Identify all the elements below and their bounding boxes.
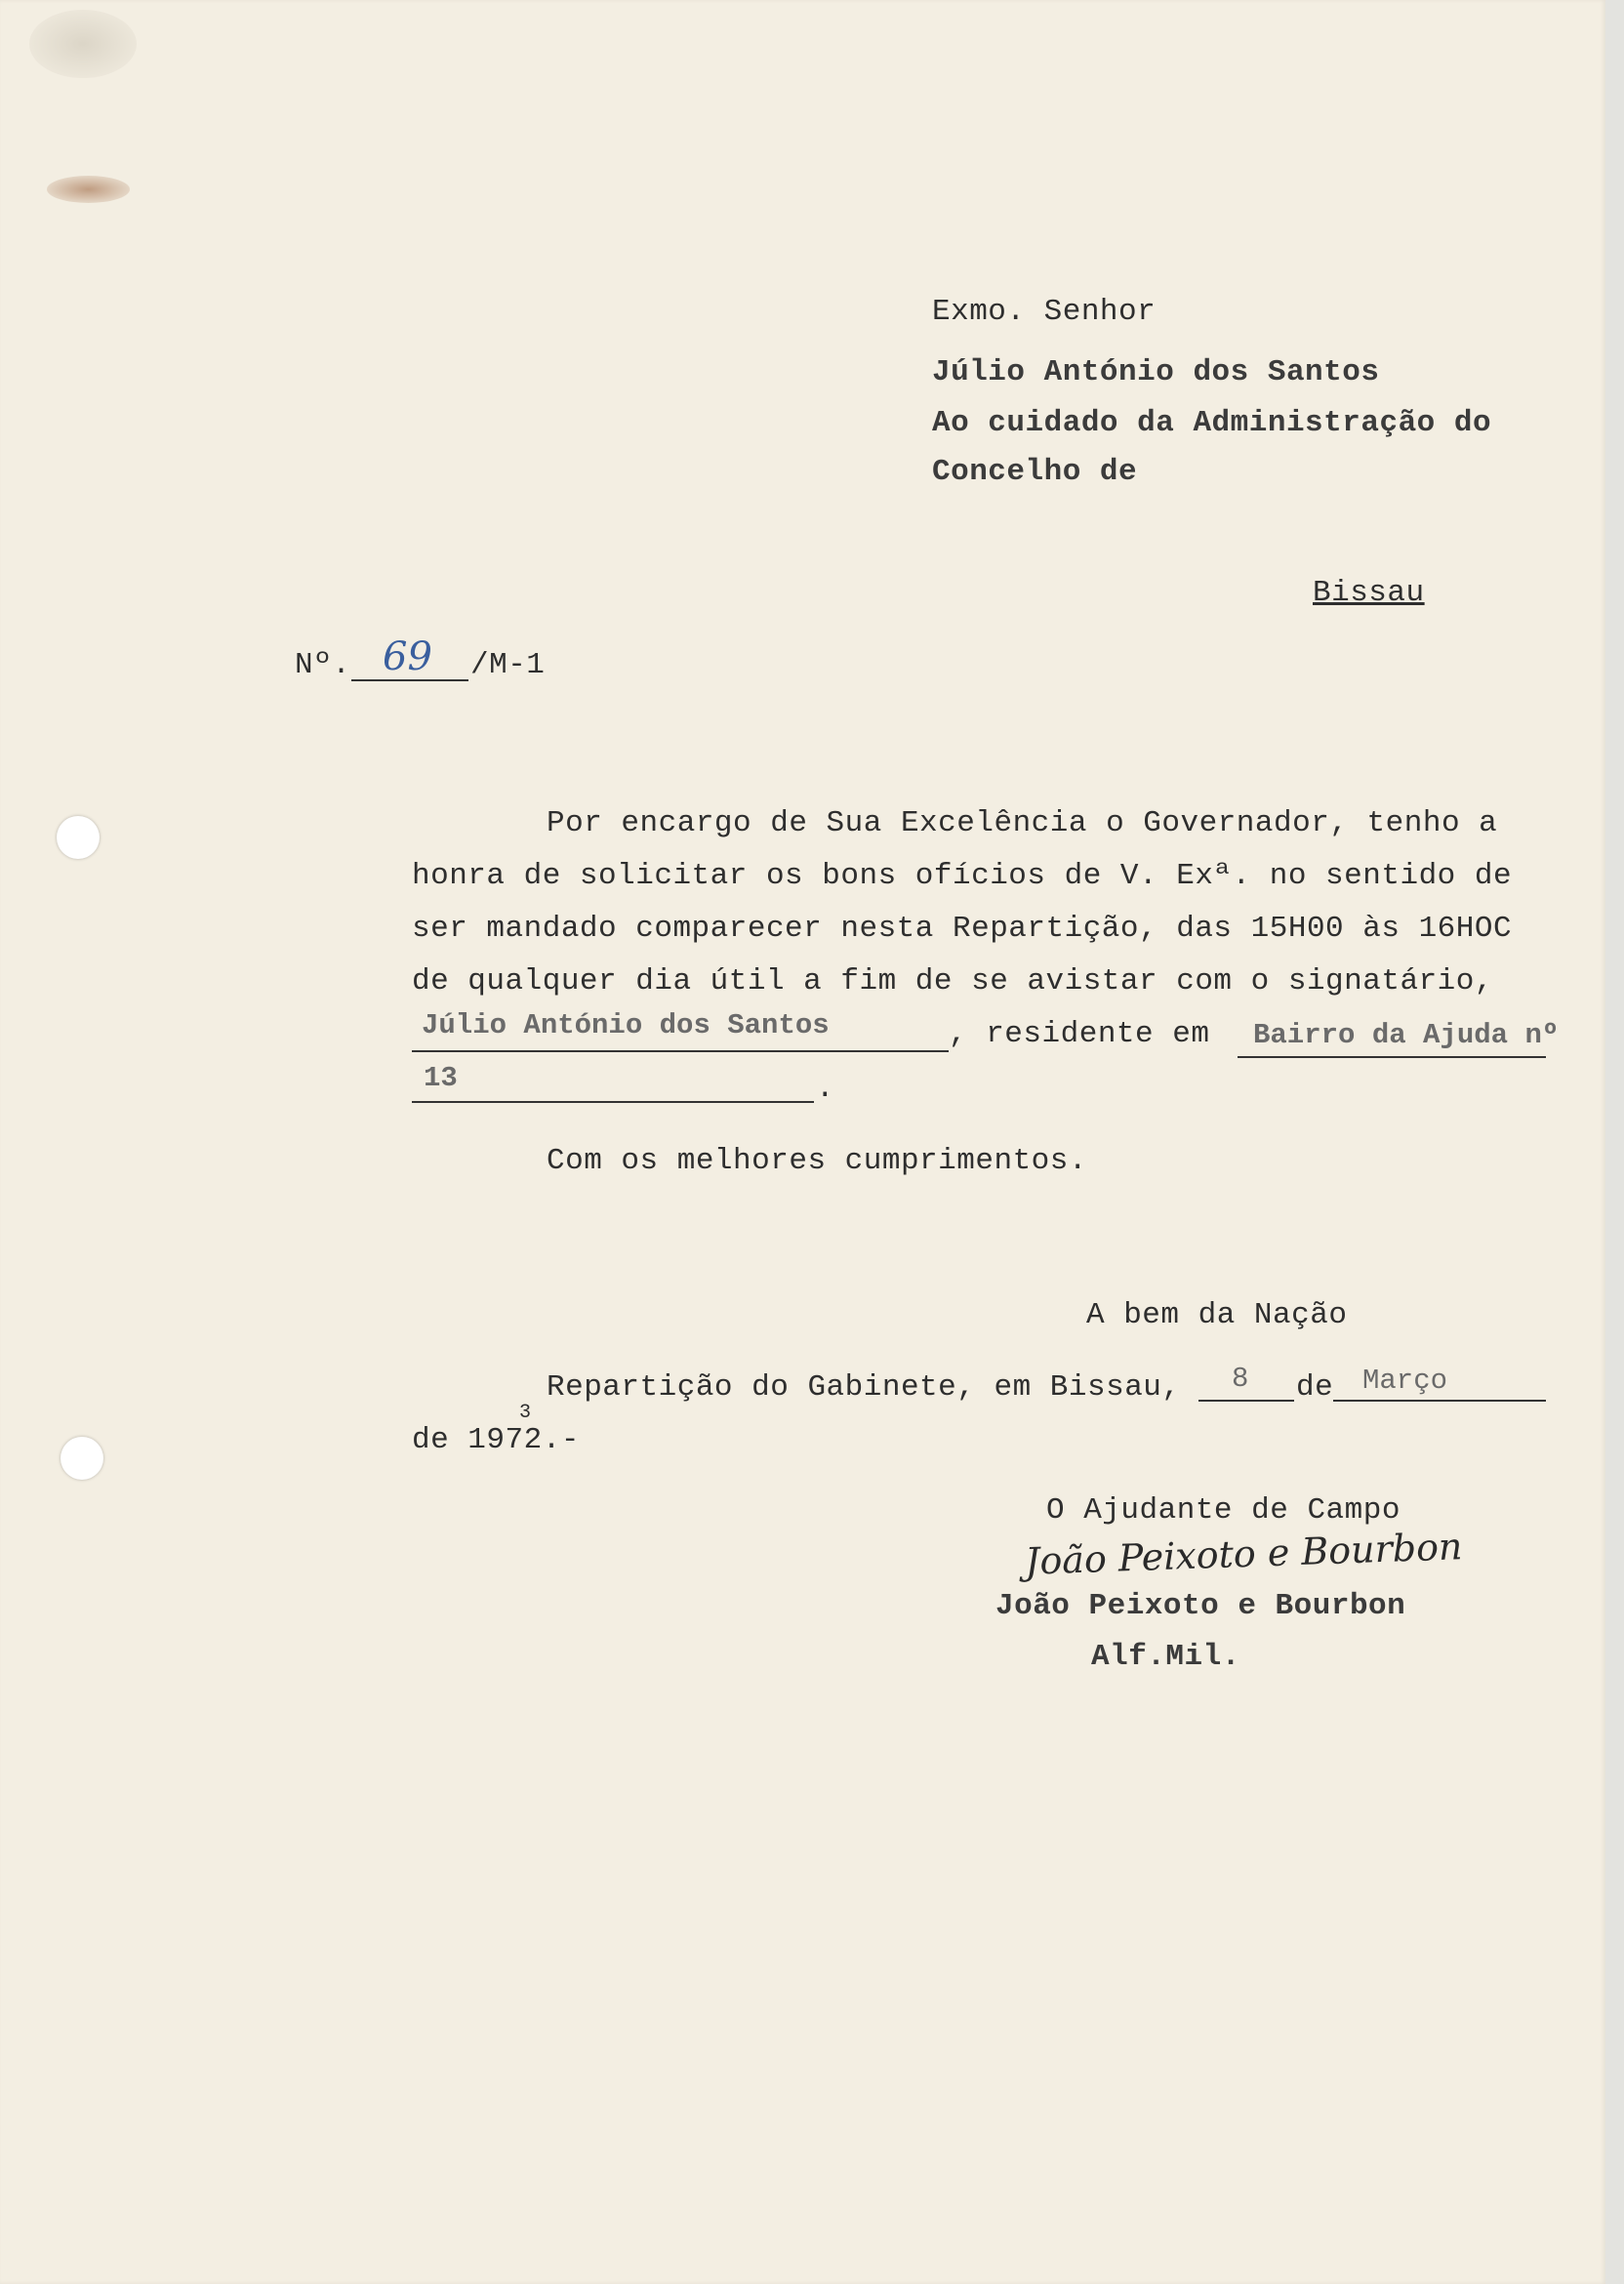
place-line: Repartição do Gabinete, em Bissau, [547, 1370, 1181, 1405]
person-name-line [412, 1050, 949, 1052]
reference-prefix: Nº. [295, 648, 351, 682]
date-month: Março [1362, 1365, 1448, 1397]
date-de: de [1296, 1370, 1334, 1405]
person-name-field: Júlio António dos Santos [422, 1009, 830, 1041]
body-line-2: honra de solicitar os bons ofícios de V. Exª. no sentido de [412, 859, 1513, 893]
signer-name: João Peixoto e Bourbon [995, 1589, 1406, 1623]
body-line-3: ser mandado comparecer nesta Repartição, das 15H00 às 16HOC [412, 912, 1513, 946]
recipient-name: Júlio António dos Santos [932, 355, 1380, 389]
address-period: . [816, 1072, 835, 1106]
top-left-stain [29, 10, 137, 78]
motto: A bem da Nação [1086, 1298, 1348, 1332]
recipient-salutation: Exmo. Senhor [932, 295, 1157, 329]
body-line-4: de qualquer dia útil a fim de se avistar com o signatário, [412, 964, 1493, 999]
handwritten-signature: João Peixoto e Bourbon [1024, 1525, 1464, 1583]
rust-mark [47, 176, 130, 203]
address-line-2 [412, 1101, 814, 1103]
address-field-2: 13 [424, 1062, 458, 1094]
year-line: de 1972.- [412, 1423, 580, 1457]
punch-hole-bottom [61, 1437, 103, 1480]
residente-text: , residente em [949, 1017, 1210, 1051]
address-line-1 [1238, 1056, 1546, 1058]
signer-rank: Alf.Mil. [1091, 1640, 1240, 1674]
body-line-1: Por encargo de Sua Excelência o Governador, tenho a [547, 806, 1498, 840]
reference-number-line [351, 679, 468, 681]
scan-edge [1605, 0, 1624, 2284]
date-day: 8 [1232, 1363, 1249, 1395]
year-correction: 3 [519, 1402, 532, 1424]
reference-number: 69 [383, 634, 432, 679]
punch-hole-top [57, 816, 100, 859]
recipient-concelho: Concelho de [932, 455, 1138, 489]
address-field-1: Bairro da Ajuda nº [1253, 1019, 1560, 1051]
reference-suffix: /M-1 [470, 648, 546, 682]
closing-text: Com os melhores cumprimentos. [547, 1144, 1087, 1178]
date-day-line [1198, 1400, 1294, 1402]
signer-role: O Ajudante de Campo [1046, 1493, 1401, 1528]
recipient-care-of: Ao cuidado da Administração do [932, 406, 1492, 440]
date-month-line [1333, 1400, 1546, 1402]
recipient-city: Bissau [1313, 576, 1425, 610]
